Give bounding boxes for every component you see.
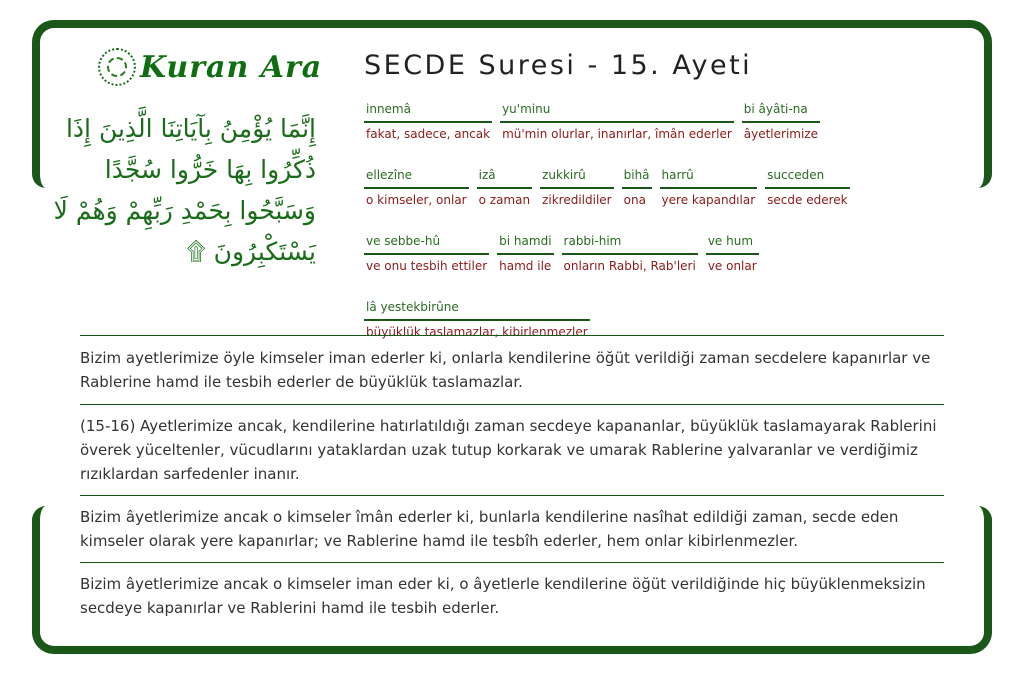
word-transliteration: rabbi-him bbox=[562, 234, 698, 255]
word-item bbox=[622, 168, 652, 208]
word-transliteration: succeden bbox=[765, 168, 849, 189]
word-item bbox=[742, 102, 820, 142]
word-meaning: o zaman bbox=[478, 193, 531, 207]
word-meaning: zikredildiler bbox=[542, 193, 612, 207]
word-meaning: ve onu tesbih ettiler bbox=[366, 259, 488, 273]
word-transliteration: ellezîne bbox=[364, 168, 469, 189]
word-item bbox=[364, 234, 489, 274]
word-item bbox=[660, 168, 758, 208]
word-by-word-list bbox=[364, 102, 954, 340]
translation-item: Bizim âyetlerimize ancak o kimseler iman eder ki, o âyetlerle kendilerine öğüt verildiğinde hiç büyüklenmeksizin secdeye kapanırlar ve Rablerini hamd ile tesbih ederler. bbox=[80, 562, 944, 629]
word-transliteration: harrû bbox=[660, 168, 758, 189]
word-item bbox=[364, 102, 492, 142]
word-meaning: secde ederek bbox=[767, 193, 848, 207]
word-item bbox=[500, 102, 734, 142]
word-meaning: o kimseler, onlar bbox=[366, 193, 467, 207]
word-meaning: yere kapandılar bbox=[661, 193, 756, 207]
translation-list bbox=[80, 335, 944, 629]
word-meaning: hamd ile bbox=[499, 259, 552, 273]
word-item bbox=[706, 234, 759, 274]
word-transliteration: innemâ bbox=[364, 102, 492, 123]
word-transliteration: yu'minu bbox=[500, 102, 734, 123]
word-item bbox=[497, 234, 553, 274]
word-meaning: büyüklük taslamazlar, kibirlenmezler bbox=[366, 325, 588, 339]
word-item bbox=[765, 168, 849, 208]
logo-text: Kuran Ara bbox=[140, 49, 323, 85]
word-transliteration: izâ bbox=[477, 168, 532, 189]
page-title: SECDE Suresi - 15. Ayeti bbox=[364, 50, 753, 81]
word-transliteration: bihâ bbox=[622, 168, 652, 189]
word-meaning: onların Rabbi, Rab'leri bbox=[563, 259, 696, 273]
word-transliteration: lâ yestekbirûne bbox=[364, 300, 590, 321]
arabic-verse: إِنَّمَا يُؤْمِنُ بِآيَاتِنَا الَّذِينَ إِذَا ذُكِّرُوا بِهَا خَرُّوا سُجَّدًا وَسَبَّحُوا بِحَمْدِ رَبِّهِمْ وَهُمْ لَا يَسْتَكْبِرُونَ ۩ bbox=[53, 114, 316, 266]
word-transliteration: bi hamdi bbox=[497, 234, 553, 255]
quran-emblem-icon bbox=[98, 48, 136, 86]
translation-item: Bizim ayetlerimize öyle kimseler iman ederler ki, onlarla kendilerine öğüt verildiği zaman secdelere kapanırlar ve Rablerine hamd ile tesbih ederler de büyüklük taslamazlar. bbox=[80, 335, 944, 404]
word-item bbox=[364, 300, 590, 340]
word-meaning: mü'min olurlar, inanırlar, îmân ederler bbox=[502, 127, 732, 141]
word-meaning: ona bbox=[623, 193, 646, 207]
word-item bbox=[540, 168, 614, 208]
word-transliteration: bi âyâti-na bbox=[742, 102, 820, 123]
site-logo[interactable] bbox=[98, 47, 322, 87]
word-transliteration: ve sebbe-hû bbox=[364, 234, 489, 255]
word-item bbox=[562, 234, 698, 274]
word-transliteration: zukkirû bbox=[540, 168, 614, 189]
word-item bbox=[364, 168, 469, 208]
translation-item: (15-16) Ayetlerimize ancak, kendilerine hatırlatıldığı zaman secdeye kapananlar, büyüklük taslamayarak Rablerini överek yüceltenler, vücudlarını yataklardan uzak tutup korkarak ve umarak Rablerine yalvaranlar ve verdiğimiz rızıklardan sarfedenler inanır. bbox=[80, 404, 944, 495]
translation-item: Bizim âyetlerimize ancak o kimseler îmân ederler ki, bunlarla kendilerine nasîhat edildiği zaman, secde eden kimseler olarak yere kapanırlar; ve Rablerine hamd ile tesbîh ederler, hem onlar kibirlenmezler. bbox=[80, 495, 944, 562]
word-transliteration: ve hum bbox=[706, 234, 759, 255]
word-meaning: âyetlerimize bbox=[743, 127, 818, 141]
word-item bbox=[477, 168, 532, 208]
word-meaning: fakat, sadece, ancak bbox=[366, 127, 491, 141]
word-meaning: ve onlar bbox=[707, 259, 757, 273]
